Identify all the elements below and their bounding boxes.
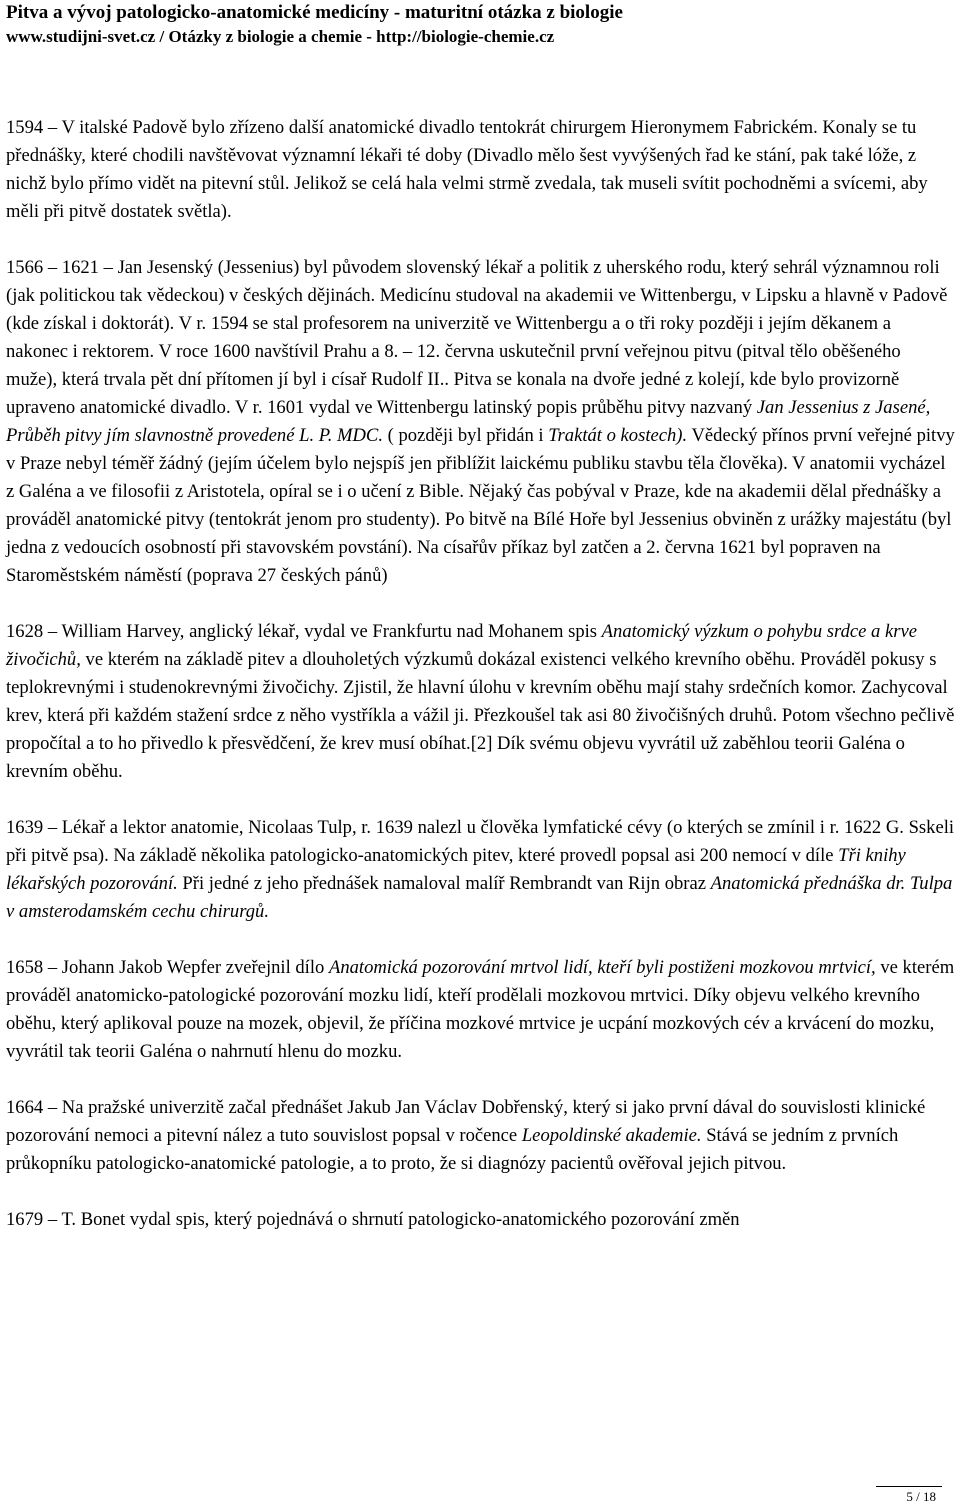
paragraph-text: ( později byl přidán i [382,425,549,446]
italic-title-text: Traktát o kostech). [548,425,688,446]
paragraph-text: 1639 – Lékař a lektor anatomie, Nicolaas Tulp, r. 1639 nalezl u člověka lymfatické cévy (o kterých se zmínil i r. 1622 G. Sskeli při pitvě psa). Na základě několika patologicko-anatomických pitev, které provedl popsal asi 200 nemocí v díle [6,817,955,866]
body-paragraph [6,114,956,226]
italic-title-text: Tři knihy lékařských pozorování. [6,845,906,894]
document-source-line: www.studijni-svet.cz / Otázky z biologie a chemie - http://biologie-chemie.cz [6,27,555,46]
italic-title-text: Anatomická pozorování mrtvol lidí, kteří byli postiženi mozkovou mrtvicí, [328,957,876,978]
italic-title-text: Leopoldinské akademie. [521,1125,702,1146]
paragraph-text: 1664 – Na pražské univerzitě začal přednášet Jakub Jan Václav Dobřenský, který si jako první dával do souvislosti klinické pozorování nemoci a pitevní nález a tuto souvislost popsal v ročence [6,1097,926,1146]
paragraph-text: Při jedné z jeho přednášek namaloval malíř Rembrandt van Rijn obraz [177,873,711,894]
body-paragraph [6,814,956,926]
body-paragraph [6,254,956,590]
paragraph-text: 1566 – 1621 – Jan Jesenský (Jessenius) byl původem slovenský lékař a politik z uherského rodu, který sehrál významnou roli (jak politickou tak vědeckou) v českých dějinách. Medicínu studoval na akademii ve Wittenbergu, v Lipsku a hlavně v Padově (kde získal i doktorát). V r. 1594 se stal profesorem na univerzitě ve Wittenbergu a o tři roky později i jejím děkanem a nakonec i rektorem. V roce 1600 navštívil Prahu a 8. – 12. června uskutečnil první veřejnou pitvu (pitval tělo oběšeného muže), která trvala pět dní přítomen jí byl i císař Rudolf II.. Pitva se konala na dvoře jedné z kolejí, kde bylo provizorně upraveno anatomické divadlo. V r. 1601 vydal ve Wittenbergu latinský popis průběhu pitvy nazvaný [6,257,948,418]
footer-divider [876,1486,942,1487]
paragraph-text: ve kterém na základě pitev a dlouholetých výzkumů dokázal existenci velkého krevního oběhu. Prováděl pokusy s teplokrevnými i studenokrevnými živočichy. Zjistil, že hlavní úlohu v krevním oběhu mají stahy srdečních komor. Zachycoval krev, která při každém stažení srdce z něho vystříkla a vážil ji. Přezkoušel tak asi 80 živočišných druhů. Potom všechno pečlivě propočítal a to ho přivedlo k přesvědčení, že krev musí obíhat.[2] Dík svému objevu vyvrátil už zaběhlou teorii Galéna o krevním oběhu. [6,649,955,782]
italic-title-text: Anatomický výzkum o pohybu srdce a krve živočichů, [6,621,917,670]
body-paragraph [6,1094,956,1178]
page-header [6,0,954,48]
page-number: 5 / 18 [906,1489,936,1504]
paragraph-text: 1679 – T. Bonet vydal spis, který pojednává o shrnutí patologicko-anatomického pozorování změn [6,1209,740,1230]
paragraph-text: Stává se jedním z prvních průkopníku patologicko-anatomické patologie, a to proto, že si diagnózy pacientů ověřoval jejich pitvou. [6,1125,899,1174]
body-paragraph [6,618,956,786]
italic-title-text: Jan Jessenius z Jasené, Průběh pitvy jím slavnostně provedené L. P. MDC. [6,397,931,446]
body-paragraph [6,1206,956,1234]
italic-title-text: Anatomická přednáška dr. Tulpa v amsterodamském cechu chirurgů. [6,873,953,922]
document-body [6,114,956,1234]
paragraph-text: Vědecký přínos první veřejné pitvy v Praze nebyl téměř žádný (jejím účelem bylo nejspíš jen přiblížit laickému publiku stavbu těla člověka). V anatomii vycházel z Galéna a ve filosofii z Aristotela, opíral se i o učení z Bible. Nějaký čas pobýval v Praze, kde na akademii dělal přednášky a prováděl anatomické pitvy (tentokrát jenom pro studenty). Po bitvě na Bílé Hoře byl Jessenius obviněn z urážky majestátu (byl jedna z vedoucích osobností při stavovském povstání). Na císařův příkaz byl zatčen a 2. června 1621 byl popraven na Staroměstském náměstí (poprava 27 českých pánů) [6,425,955,586]
paragraph-text: 1628 – William Harvey, anglický lékař, vydal ve Frankfurtu nad Mohanem spis [6,621,602,642]
body-paragraph [6,954,956,1066]
paragraph-text: 1594 – V italské Padově bylo zřízeno další anatomické divadlo tentokrát chirurgem Hieronymem Fabrickém. Konaly se tu přednášky, které chodili navštěvovat významní lékaři té doby (Divadlo mělo šest vyvýšených řad ke stání, pak také lóže, z nichž bylo přímo vidět na pitevní stůl. Jelikož se celá hala velmi strmě zvedala, tak museli svítit pochodněmi a svícemi, aby měli při pitvě dostatek světla). [6,117,928,222]
paragraph-text: ve kterém prováděl anatomicko-patologické pozorování mozku lidí, kteří prodělali mozkovou mrtvici. Díky objevu velkého krevního oběhu, který aplikoval pouze na mozek, objevil, že příčina mozkové mrtvice je ucpání mozkových cév a krvácení do mozku, vyvrátil tak teorii Galéna o nahrnutí hlenu do mozku. [6,957,955,1062]
document-title: Pitva a vývoj patologicko-anatomické medicíny - maturitní otázka z biologie [6,2,623,23]
paragraph-text: 1658 – Johann Jakob Wepfer zveřejnil dílo [6,957,329,978]
